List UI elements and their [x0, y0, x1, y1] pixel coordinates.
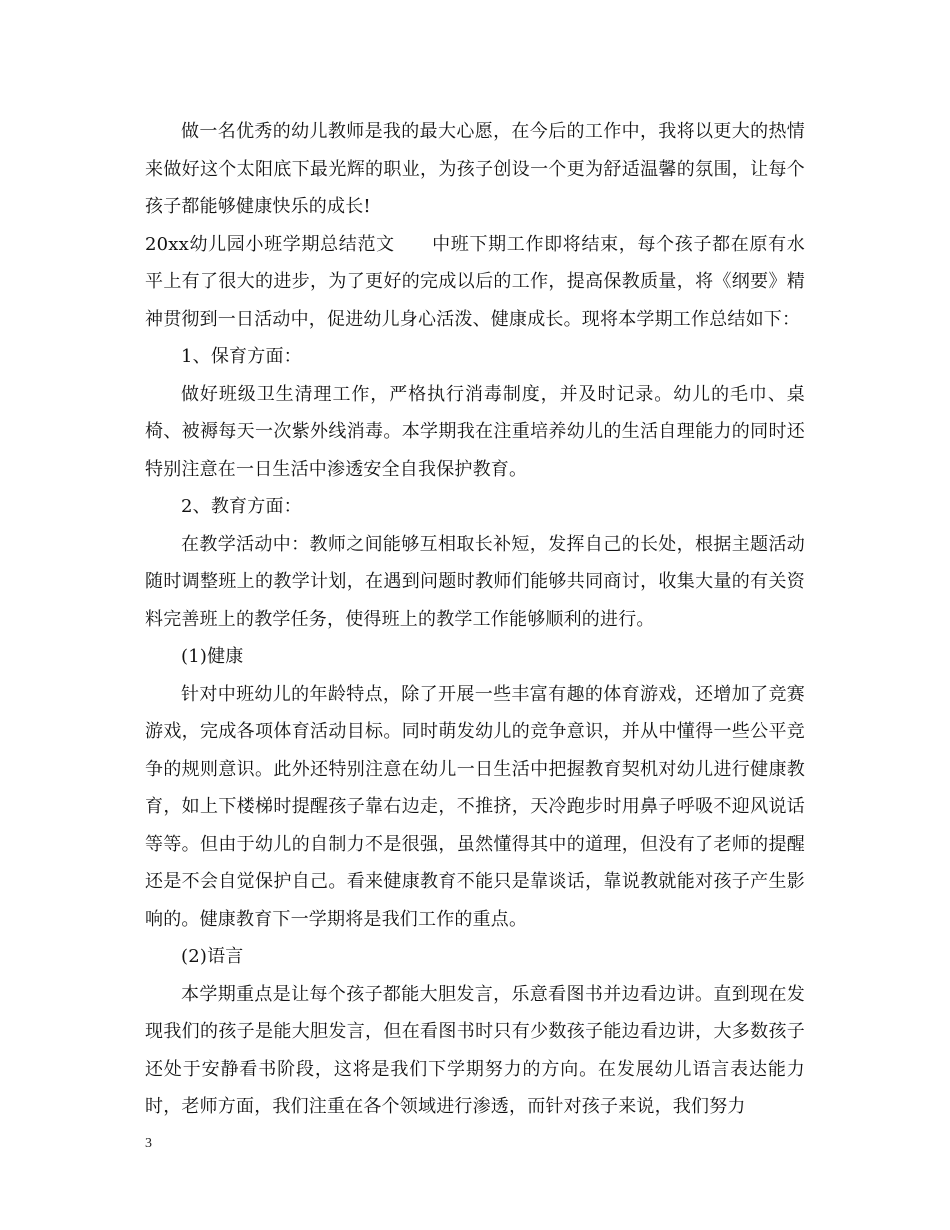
subheading-language: (2)语言 — [181, 946, 244, 967]
heading-care: 1、保育方面： — [181, 346, 302, 367]
subheading-health: (1)健康 — [181, 646, 244, 667]
paragraph-closing-wish: 做一名优秀的幼儿教师是我的最大心愿，在今后的工作中，我将以更大的热情来做好这个太阳底下最光辉的职业，为孩子创设一个更为舒适温馨的氛围，让每个孩子都能够健康快乐的成长! — [145, 121, 805, 217]
paragraph-care: 做好班级卫生清理工作，严格执行消毒制度，并及时记录。幼儿的毛巾、桌椅、被褥每天一次紫外线消毒。本学期我在注重培养幼儿的生活自理能力的同时还特别注意在一日生活中渗透安全自我保护教育。 — [145, 383, 805, 480]
paragraph-language: 本学期重点是让每个孩子都能大胆发言，乐意看图书并边看边讲。直到现在发现我们的孩子是能大胆发言，但在看图书时只有少数孩子能边看边讲，大多数孩子还处于安静看书阶段，这将是我们下学期努力的方向。在发展幼儿语言表达能力时，老师方面，我们注重在各个领域进行渗透，而针对孩子来说，我们努力 — [145, 983, 805, 1117]
page-number: 3 — [145, 1136, 152, 1151]
paragraph-summary-intro: 20xx幼儿园小班学期总结范文 中班下期工作即将结束，每个孩子都在原有水平上有了很大的进步，为了更好的完成以后的工作，提高保教质量，将《纲要》精神贯彻到一日活动中，促进幼儿身心活泼、健康成长。现将本学期工作总结如下： — [145, 233, 805, 330]
heading-education: 2、教育方面： — [181, 496, 302, 517]
paragraph-education: 在教学活动中：教师之间能够互相取长补短，发挥自己的长处，根据主题活动随时调整班上的教学计划，在遇到问题时教师们能够共同商讨，收集大量的有关资料完善班上的教学任务，使得班上的教学工作能够顺利的进行。 — [145, 533, 805, 630]
document-body — [145, 113, 805, 1126]
paragraph-health: 针对中班幼儿的年龄特点，除了开展一些丰富有趣的体育游戏，还增加了竞赛游戏，完成各项体育活动目标。同时萌发幼儿的竞争意识，并从中懂得一些公平竞争的规则意识。此外还特别注意在幼儿一日生活中把握教育契机对幼儿进行健康教育，如上下楼梯时提醒孩子靠右边走，不推挤，天冷跑步时用鼻子呼吸不迎风说话等等。但由于幼儿的自制力不是很强，虽然懂得其中的道理，但没有了老师的提醒还是不会自觉保护自己。看来健康教育不能只是靠谈话，靠说教就能对孩子产生影响的。健康教育下一学期将是我们工作的重点。 — [145, 683, 805, 930]
